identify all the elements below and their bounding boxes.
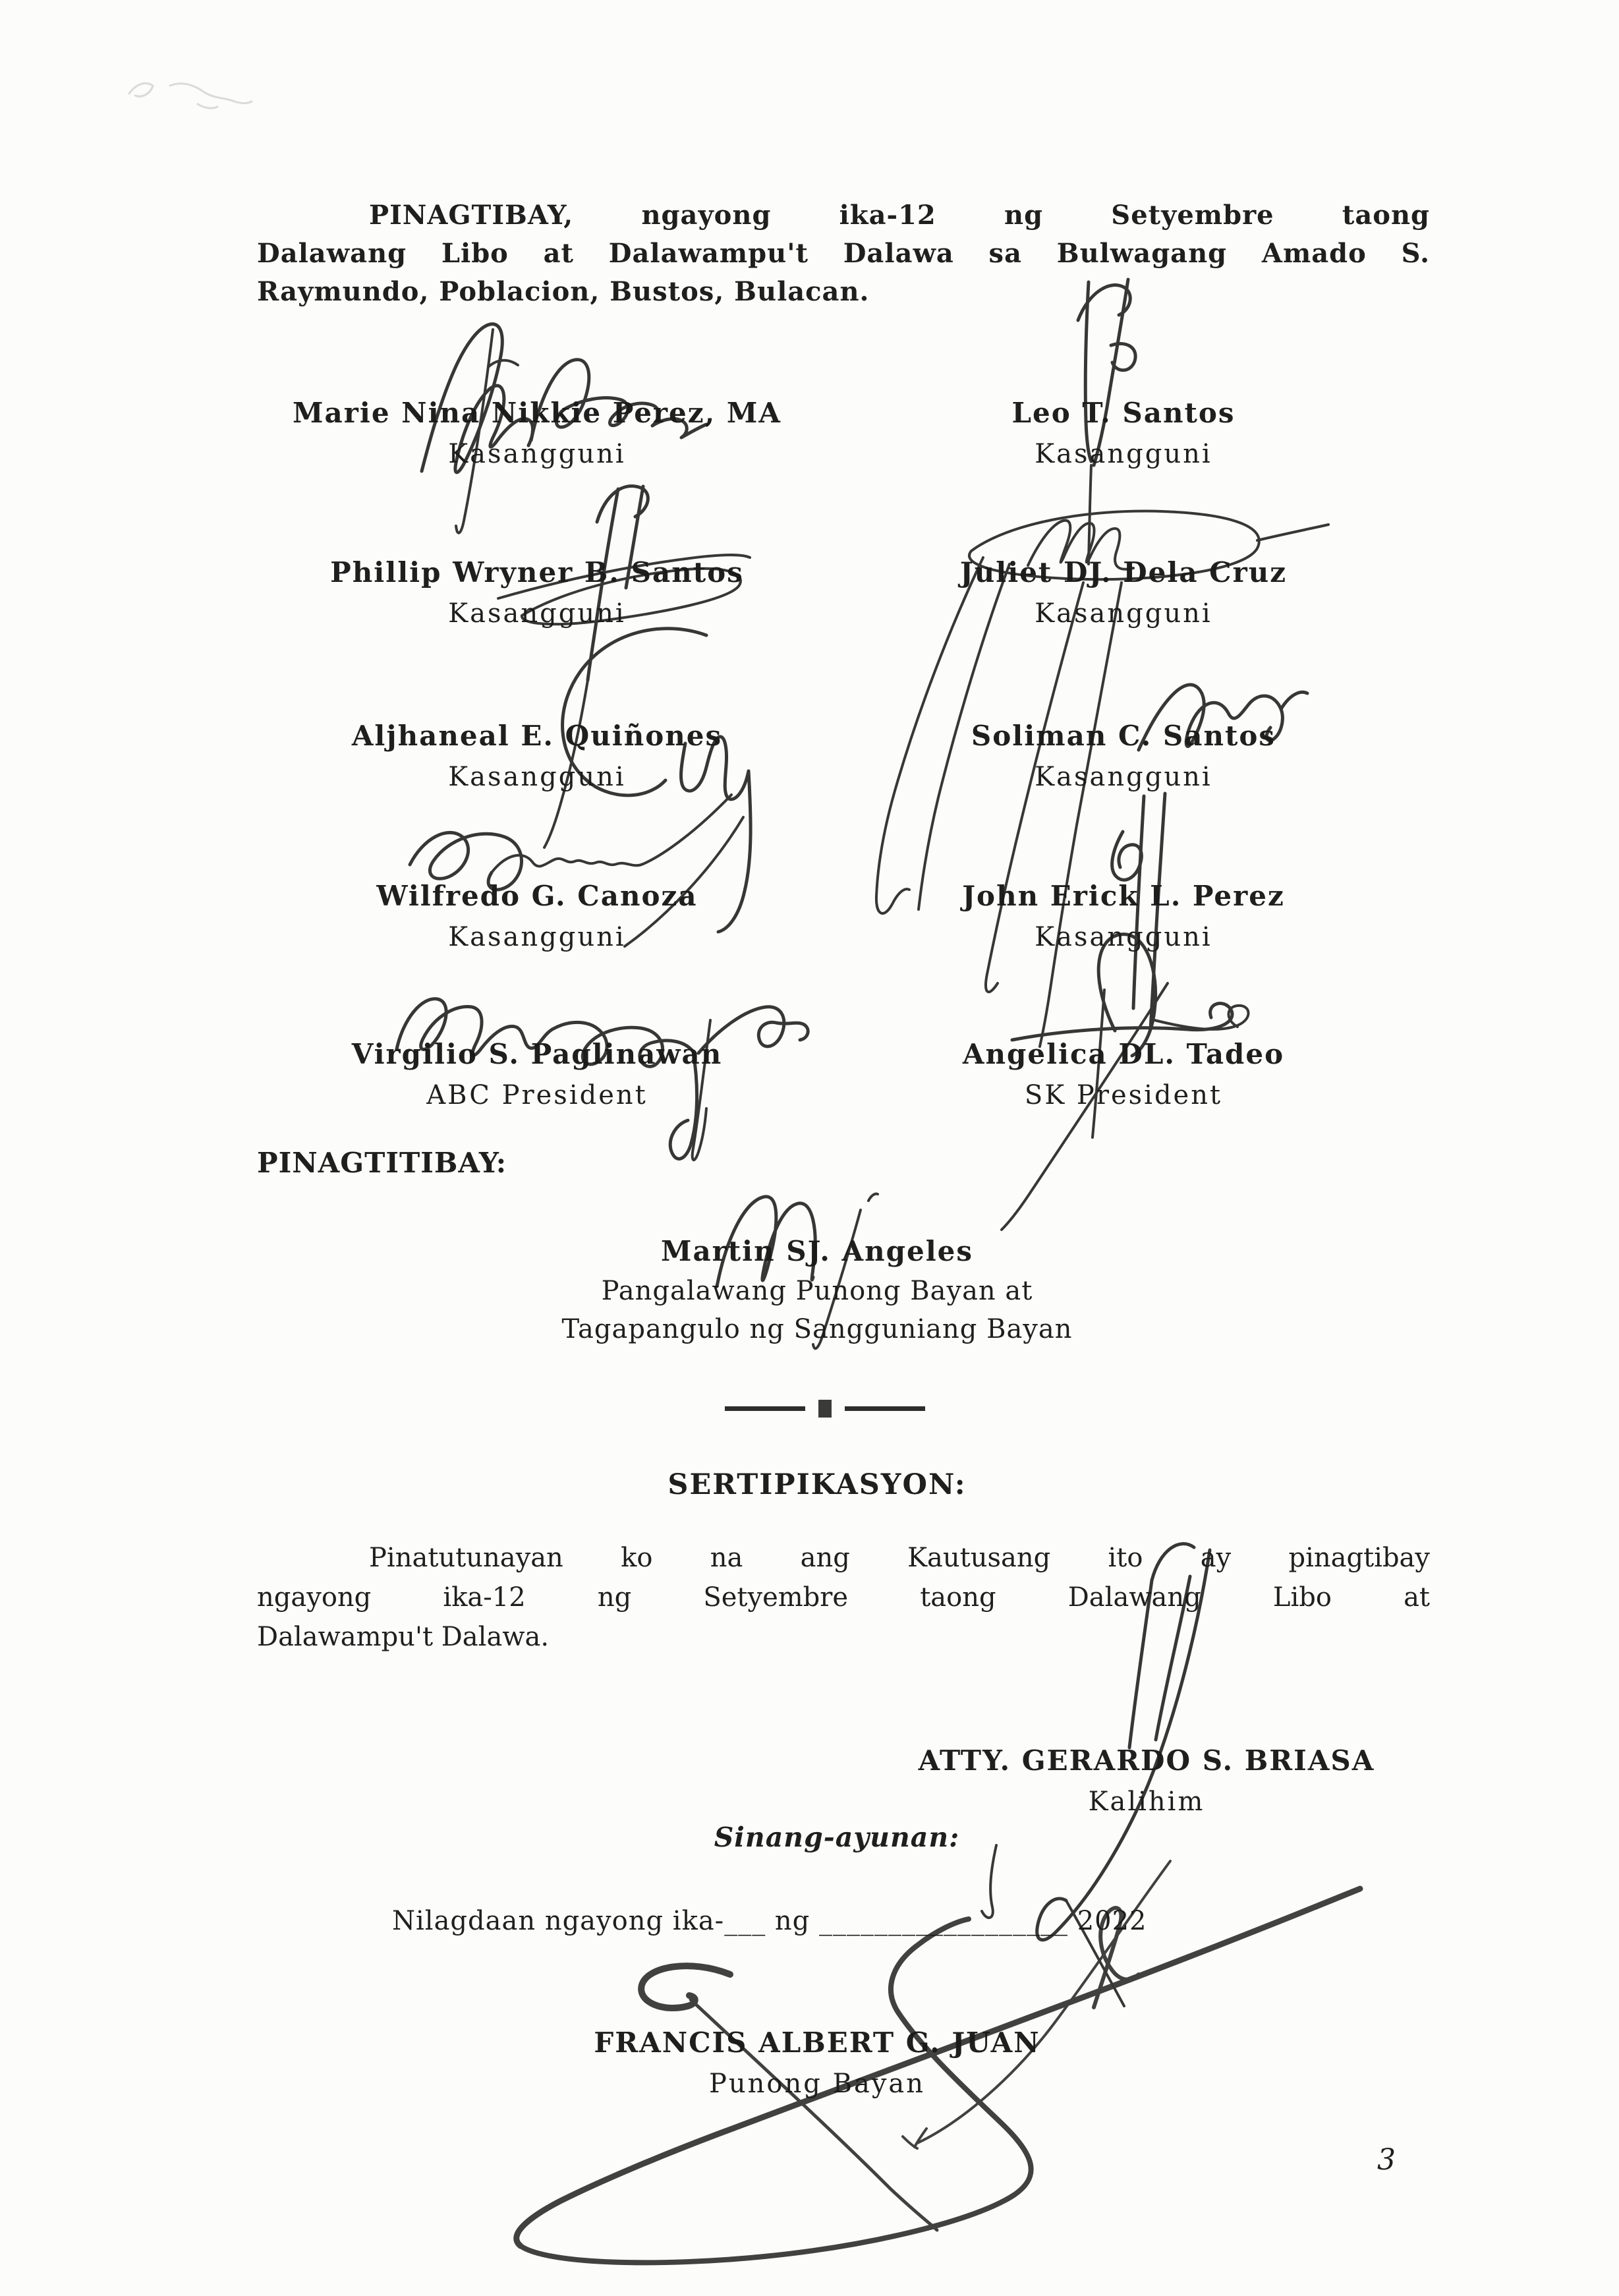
signatory-title: Kasangguni (1035, 598, 1212, 629)
secretary-block (857, 1740, 1436, 1822)
divider-bar-left (725, 1406, 805, 1411)
approval-label: Sinang-ayunan: (714, 1822, 960, 1853)
signatory-block (837, 393, 1410, 474)
adoption-line-1 (257, 196, 1430, 235)
signatory-title: Kasangguni (448, 439, 626, 469)
adoption-line-3: Raymundo, Poblacion, Bustos, Bulacan. (257, 276, 870, 307)
certification-line-1 (257, 1538, 1430, 1578)
signatory-name: Soliman C. Santos (971, 720, 1276, 752)
vice-mayor-title-line-1: Pangalawang Punong Bayan at (601, 1276, 1033, 1306)
signatory-title: Kasangguni (1035, 439, 1212, 469)
certification-heading: SERTIPIKASYON: (667, 1468, 967, 1501)
signing-date-line: Nilagdaan ngayong ika-___ ng __________________ 2022 (392, 1906, 1147, 1936)
signatory-block (257, 876, 817, 958)
secretary-title: Kalihim (1088, 1787, 1205, 1817)
mayor-name: FRANCIS ALBERT G. JUAN (594, 2026, 1040, 2059)
adoption-lead-word: PINAGTIBAY, (369, 200, 574, 231)
signatory-block (837, 552, 1410, 634)
certification-line-3: Dalawampu't Dalawa. (257, 1622, 550, 1652)
signatory-block (257, 1034, 817, 1116)
signatory-title: Kasangguni (448, 922, 626, 952)
attestation-block (455, 1231, 1179, 1348)
attestation-label: PINAGTITIBAY: (257, 1147, 507, 1179)
signatory-title: ABC President (426, 1080, 648, 1110)
signatory-name: Wilfredo G. Canoza (376, 880, 698, 912)
signatory-name: Marie Nina Nikkie Perez, MA (293, 397, 781, 429)
signatory-block (837, 716, 1410, 797)
signatory-name: Juliet DJ. Dela Cruz (959, 556, 1288, 588)
signatory-title: Kasangguni (448, 762, 626, 792)
signatory-name: Leo T. Santos (1011, 397, 1236, 429)
signatory-name: Virgilio S. Paglinawan (351, 1038, 723, 1070)
page-number: 3 (1377, 2143, 1396, 2177)
certification-paragraph (257, 1538, 1430, 1657)
signatory-block (257, 393, 817, 474)
certification-line-2: ngayong ika-12 ng Setyembre taong Dalawang Libo at (257, 1582, 1430, 1613)
mayor-block (455, 2023, 1179, 2104)
signatory-block (257, 552, 817, 634)
certification-line-1-text: Pinatutunayan ko na ang Kautusang ito ay pinagtibay (369, 1543, 1430, 1573)
adoption-line-1-rest: ngayong ika-12 ng Setyembre taong (641, 200, 1431, 231)
vice-mayor-name: Martin SJ. Angeles (660, 1235, 974, 1267)
signatory-name: Aljhaneal E. Quiñones (351, 720, 723, 752)
signatory-name: Angelica DL. Tadeo (962, 1038, 1285, 1070)
signatory-block (837, 876, 1410, 958)
signatory-name: John Erick L. Perez (962, 880, 1285, 912)
signatory-title: Kasangguni (1035, 922, 1212, 952)
signatory-title: Kasangguni (1035, 762, 1212, 792)
secretary-name: ATTY. GERARDO S. BRIASA (918, 1744, 1375, 1777)
signatory-block (837, 1034, 1410, 1116)
signatory-title: Kasangguni (448, 598, 626, 629)
vice-mayor-title-line-2: Tagapangulo ng Sangguniang Bayan (561, 1314, 1073, 1344)
signatory-title: SK President (1024, 1080, 1223, 1110)
section-divider (725, 1400, 925, 1418)
adoption-paragraph (257, 196, 1430, 311)
mayor-title: Punong Bayan (708, 2069, 926, 2099)
adoption-line-2: Dalawang Libo at Dalawampu't Dalawa sa Bulwagang Amado S. (257, 238, 1430, 269)
signatory-block (257, 716, 817, 797)
divider-bar-right (845, 1406, 925, 1411)
pencil-mark (129, 83, 252, 108)
signatory-name: Phillip Wryner B. Santos (330, 556, 744, 588)
divider-square (818, 1400, 832, 1418)
